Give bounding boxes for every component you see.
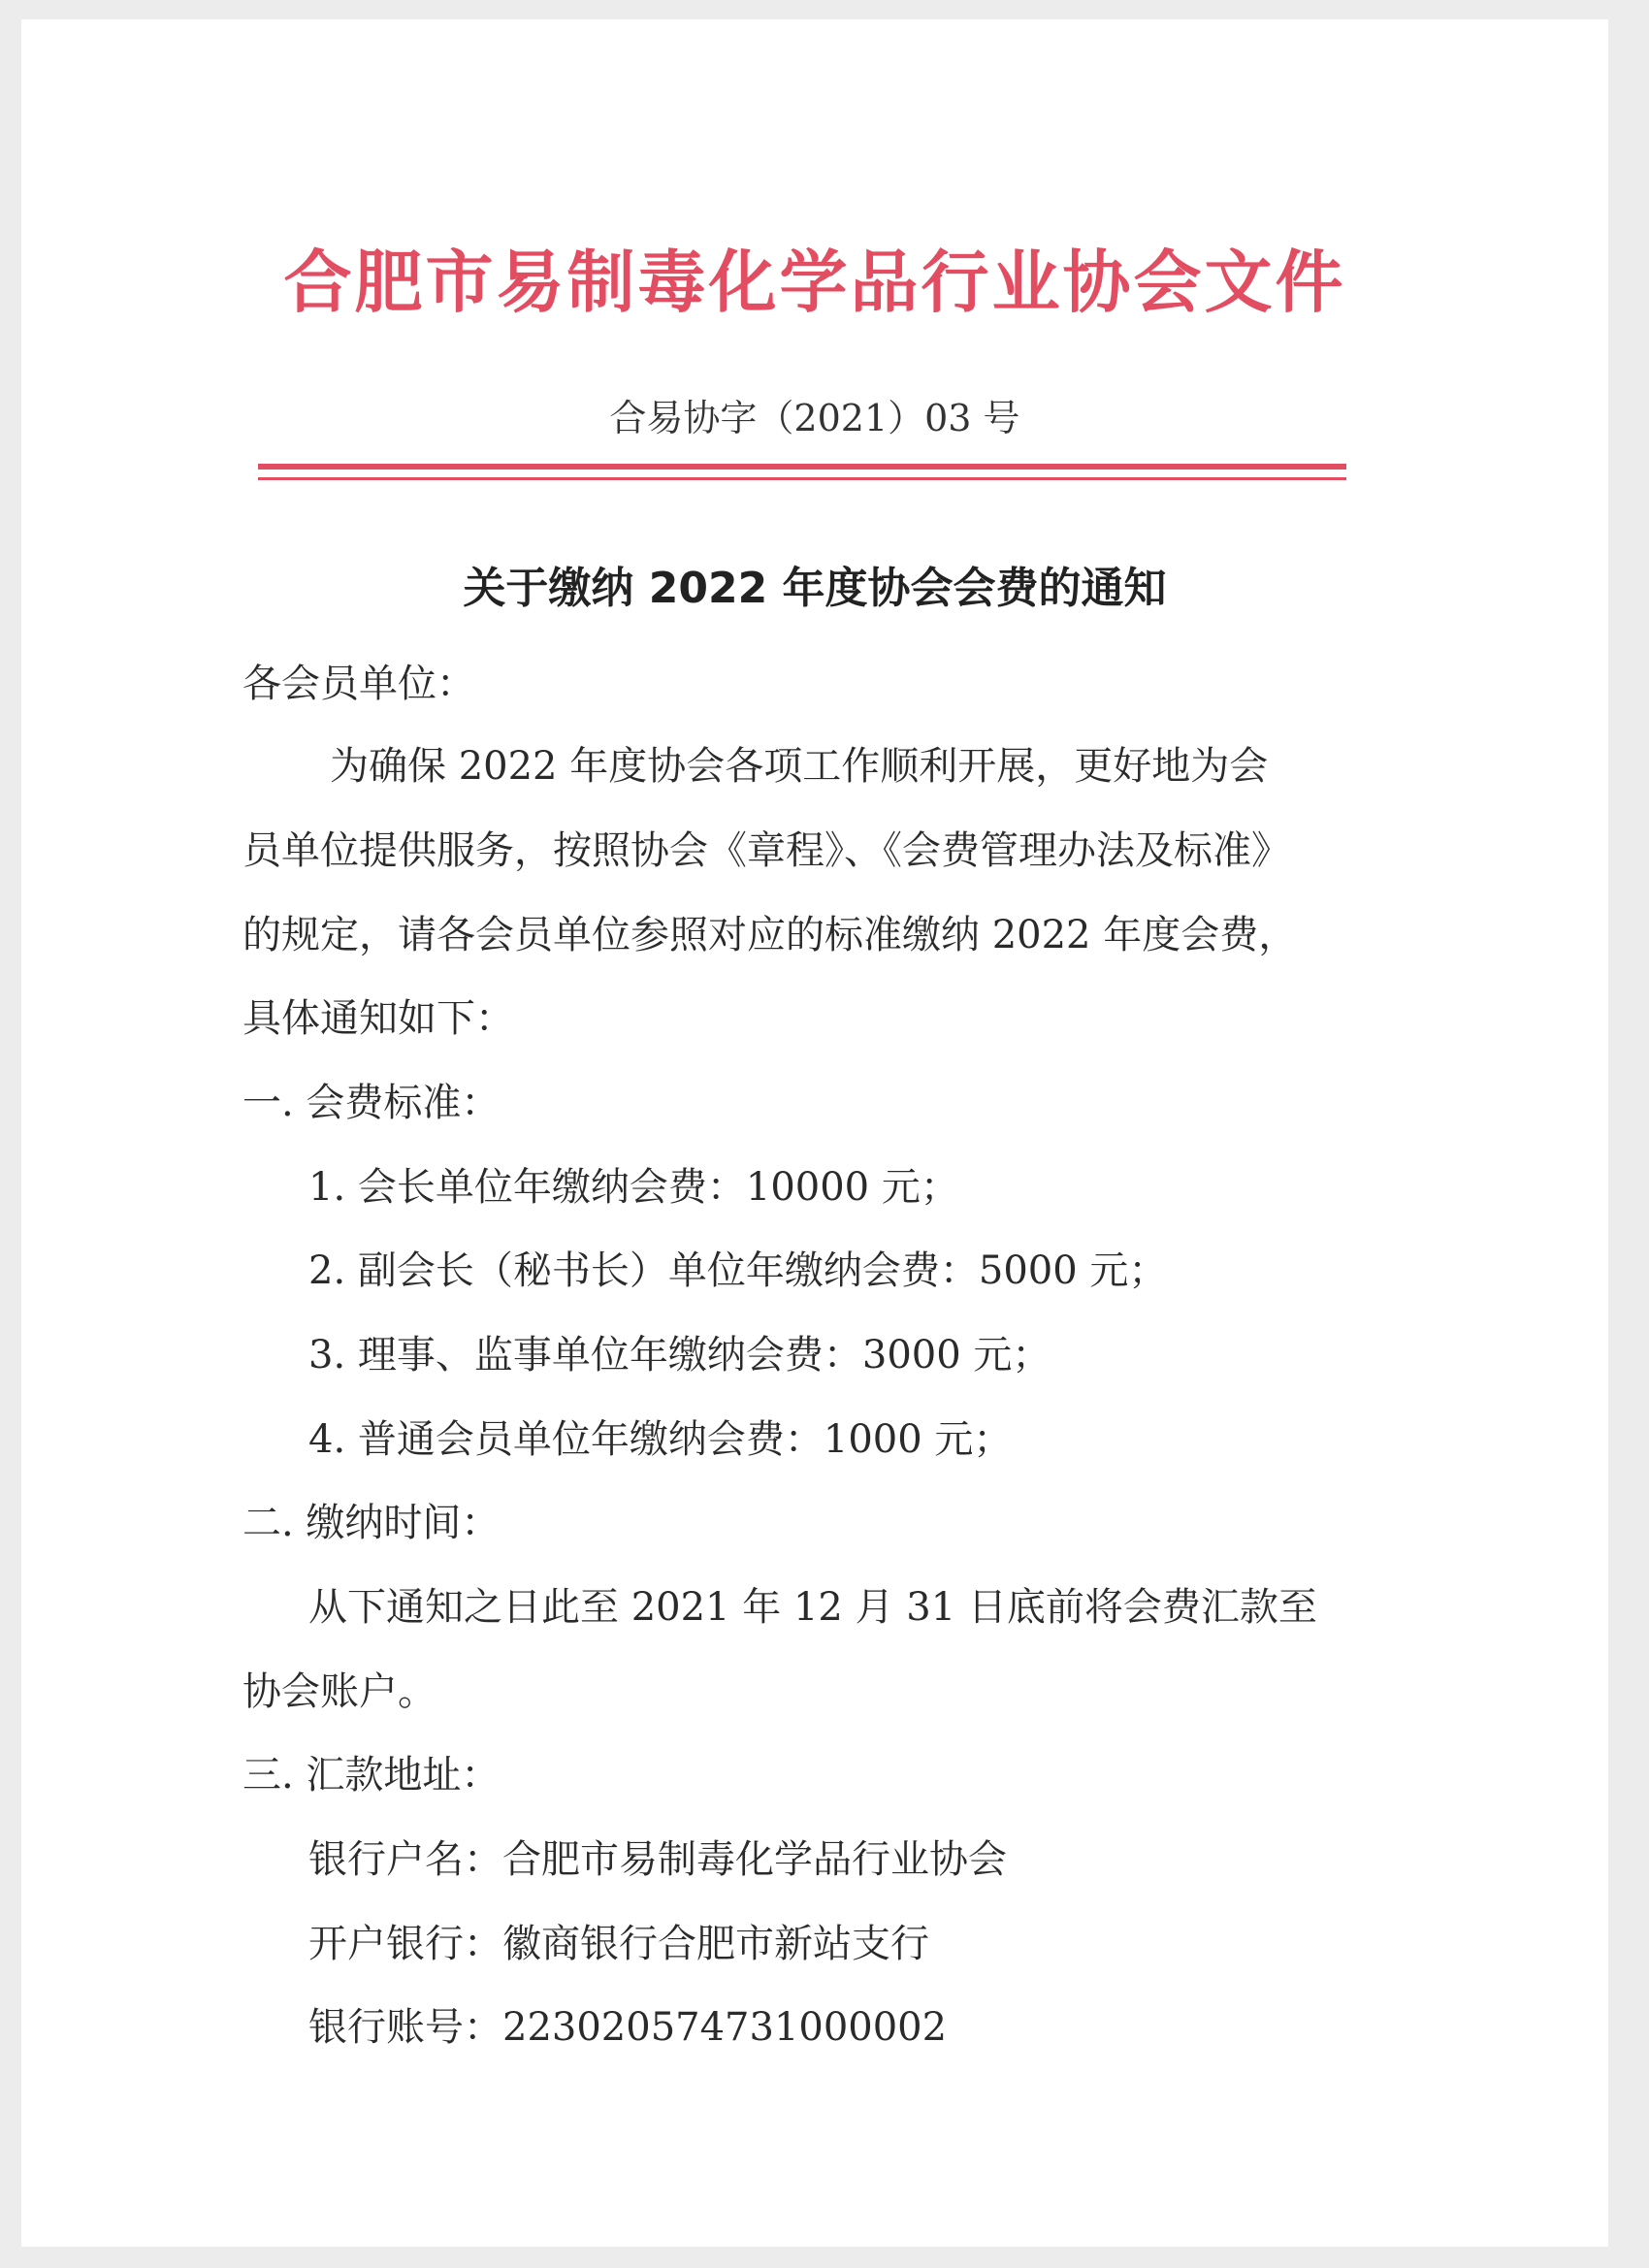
header-red-rule-thick	[258, 464, 1346, 470]
notice-title: 关于缴纳 2022 年度协会会费的通知	[463, 564, 1167, 613]
header-red-rule-thin	[258, 477, 1346, 480]
fee-item: 2. 副会长（秘书长）单位年缴纳会费：5000 元；	[308, 1248, 1168, 1293]
fee-item: 4. 普通会员单位年缴纳会费：1000 元；	[308, 1417, 1013, 1462]
bank-account-name: 银行户名：合肥市易制毒化学品行业协会	[308, 1837, 1007, 1882]
intro-line: 为确保 2022 年度协会各项工作顺利开展，更好地为会	[330, 744, 1269, 789]
section-heading-payment-time: 二. 缴纳时间：	[242, 1501, 501, 1545]
section-heading-remittance: 三. 汇款地址：	[242, 1753, 501, 1798]
intro-line: 具体通知如下：	[242, 996, 514, 1041]
fee-item: 3. 理事、监事单位年缴纳会费：3000 元；	[308, 1333, 1051, 1377]
payment-time-line: 从下通知之日此至 2021 年 12 月 31 日底前将会费汇款至	[308, 1585, 1317, 1630]
intro-line: 的规定，请各会员单位参照对应的标准缴纳 2022 年度会费，	[242, 913, 1298, 957]
org-header-title: 合肥市易制毒化学品行业协会文件	[283, 243, 1346, 322]
document-number: 合易协字（2021）03 号	[609, 397, 1020, 439]
fee-item: 1. 会长单位年缴纳会费：10000 元；	[308, 1165, 959, 1210]
bank-account-number: 银行账号：223020574731000002	[308, 2005, 948, 2050]
intro-line: 员单位提供服务，按照协会《章程》、《会费管理办法及标准》	[242, 828, 1290, 873]
section-heading-fee-standard: 一. 会费标准：	[242, 1081, 501, 1125]
bank-branch: 开户银行：徽商银行合肥市新站支行	[308, 1922, 929, 1966]
document-page	[21, 19, 1608, 2247]
salutation: 各会员单位：	[242, 662, 475, 706]
payment-time-line: 协会账户。	[242, 1669, 436, 1714]
